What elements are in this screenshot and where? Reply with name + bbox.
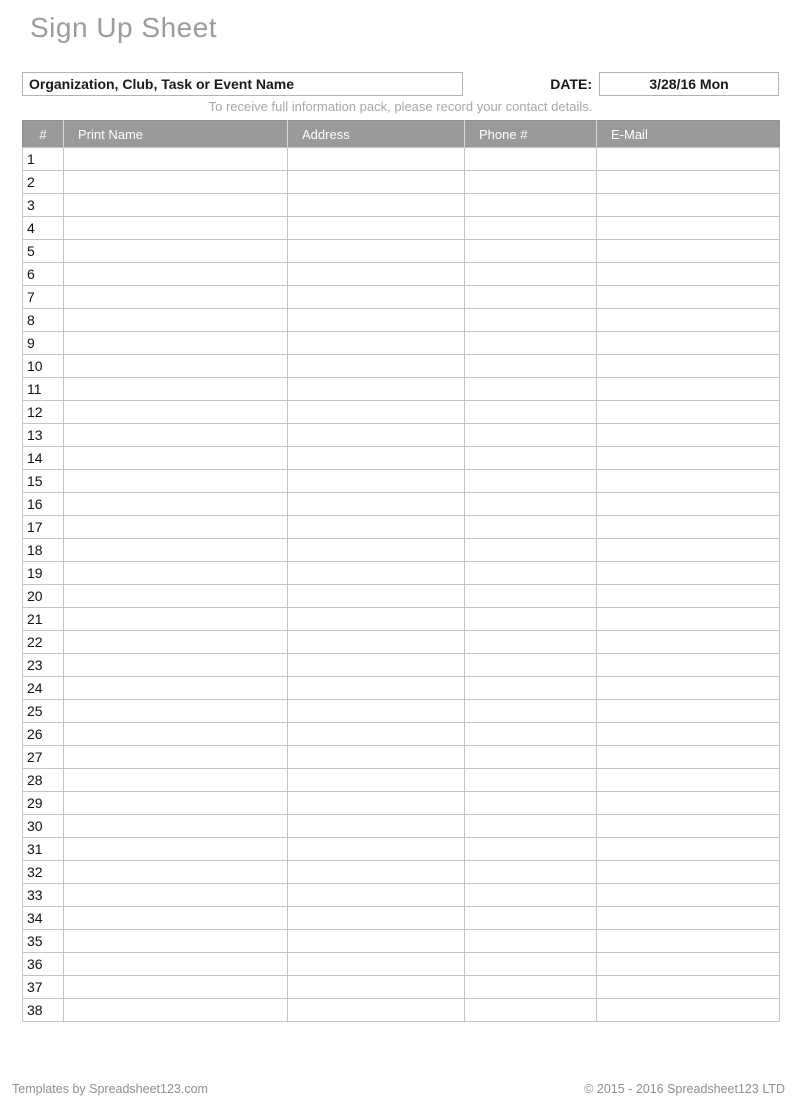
table-row bbox=[23, 470, 780, 493]
entry-cell-print-name[interactable] bbox=[64, 838, 288, 861]
row-number-cell: 8 bbox=[23, 309, 64, 332]
entry-cell-phone[interactable] bbox=[465, 286, 597, 309]
entry-cell-address[interactable] bbox=[288, 447, 465, 470]
entry-cell-phone[interactable] bbox=[465, 907, 597, 930]
row-number-cell: 25 bbox=[23, 700, 64, 723]
entry-cell-print-name[interactable] bbox=[64, 378, 288, 401]
table-row bbox=[23, 999, 780, 1022]
row-number-cell: 5 bbox=[23, 240, 64, 263]
table-row bbox=[23, 746, 780, 769]
entry-cell-e-mail[interactable] bbox=[597, 355, 780, 378]
table-row bbox=[23, 493, 780, 516]
entry-cell-print-name[interactable] bbox=[64, 608, 288, 631]
entry-cell-address[interactable] bbox=[288, 424, 465, 447]
entry-cell-print-name[interactable] bbox=[64, 447, 288, 470]
signup-table bbox=[22, 120, 780, 1022]
entry-cell-print-name[interactable] bbox=[64, 631, 288, 654]
signup-table-header bbox=[23, 121, 780, 148]
entry-cell-print-name[interactable] bbox=[64, 516, 288, 539]
table-row bbox=[23, 953, 780, 976]
entry-cell-print-name[interactable] bbox=[64, 884, 288, 907]
row-number-cell: 9 bbox=[23, 332, 64, 355]
table-row bbox=[23, 631, 780, 654]
row-number-cell: 20 bbox=[23, 585, 64, 608]
entry-cell-phone[interactable] bbox=[465, 792, 597, 815]
entry-cell-address[interactable] bbox=[288, 401, 465, 424]
entry-cell-e-mail[interactable] bbox=[597, 286, 780, 309]
entry-cell-address[interactable] bbox=[288, 516, 465, 539]
entry-cell-phone[interactable] bbox=[465, 677, 597, 700]
row-number-cell: 12 bbox=[23, 401, 64, 424]
entry-cell-e-mail[interactable] bbox=[597, 677, 780, 700]
entry-cell-address[interactable] bbox=[288, 723, 465, 746]
entry-cell-e-mail[interactable] bbox=[597, 240, 780, 263]
entry-cell-e-mail[interactable] bbox=[597, 309, 780, 332]
entry-cell-phone[interactable] bbox=[465, 723, 597, 746]
entry-cell-phone[interactable] bbox=[465, 953, 597, 976]
row-number-cell: 26 bbox=[23, 723, 64, 746]
row-number-cell: 38 bbox=[23, 999, 64, 1022]
table-row bbox=[23, 539, 780, 562]
entry-cell-e-mail[interactable] bbox=[597, 171, 780, 194]
row-number-cell: 2 bbox=[23, 171, 64, 194]
entry-cell-e-mail[interactable] bbox=[597, 263, 780, 286]
table-row bbox=[23, 700, 780, 723]
entry-cell-e-mail[interactable] bbox=[597, 838, 780, 861]
entry-cell-phone[interactable] bbox=[465, 930, 597, 953]
entry-cell-phone[interactable] bbox=[465, 378, 597, 401]
row-number-cell: 22 bbox=[23, 631, 64, 654]
entry-cell-print-name[interactable] bbox=[64, 792, 288, 815]
table-row bbox=[23, 516, 780, 539]
entry-cell-print-name[interactable] bbox=[64, 148, 288, 171]
entry-cell-phone[interactable] bbox=[465, 263, 597, 286]
table-row bbox=[23, 930, 780, 953]
row-number-cell: 36 bbox=[23, 953, 64, 976]
entry-cell-e-mail[interactable] bbox=[597, 723, 780, 746]
entry-cell-e-mail[interactable] bbox=[597, 631, 780, 654]
column-header-number: # bbox=[23, 121, 64, 148]
entry-cell-print-name[interactable] bbox=[64, 930, 288, 953]
entry-cell-address[interactable] bbox=[288, 332, 465, 355]
entry-cell-address[interactable] bbox=[288, 884, 465, 907]
entry-cell-e-mail[interactable] bbox=[597, 999, 780, 1022]
entry-cell-print-name[interactable] bbox=[64, 240, 288, 263]
row-number-cell: 32 bbox=[23, 861, 64, 884]
entry-cell-phone[interactable] bbox=[465, 976, 597, 999]
table-row bbox=[23, 677, 780, 700]
table-row bbox=[23, 562, 780, 585]
instruction-text: To receive full information pack, please record your contact details. bbox=[208, 99, 593, 114]
table-row bbox=[23, 309, 780, 332]
entry-cell-phone[interactable] bbox=[465, 401, 597, 424]
entry-cell-address[interactable] bbox=[288, 562, 465, 585]
entry-cell-e-mail[interactable] bbox=[597, 815, 780, 838]
row-number-cell: 23 bbox=[23, 654, 64, 677]
entry-cell-address[interactable] bbox=[288, 861, 465, 884]
entry-cell-e-mail[interactable] bbox=[597, 769, 780, 792]
row-number-cell: 17 bbox=[23, 516, 64, 539]
entry-cell-address[interactable] bbox=[288, 378, 465, 401]
entry-cell-print-name[interactable] bbox=[64, 470, 288, 493]
row-number-cell: 3 bbox=[23, 194, 64, 217]
entry-cell-address[interactable] bbox=[288, 286, 465, 309]
entry-cell-e-mail[interactable] bbox=[597, 148, 780, 171]
entry-cell-e-mail[interactable] bbox=[597, 976, 780, 999]
row-number-cell: 1 bbox=[23, 148, 64, 171]
footer-credit-left: Templates by Spreadsheet123.com bbox=[12, 1082, 208, 1096]
entry-cell-print-name[interactable] bbox=[64, 815, 288, 838]
signup-table-body bbox=[23, 148, 780, 1022]
entry-cell-e-mail[interactable] bbox=[597, 401, 780, 424]
entry-cell-e-mail[interactable] bbox=[597, 332, 780, 355]
entry-cell-e-mail[interactable] bbox=[597, 608, 780, 631]
entry-cell-phone[interactable] bbox=[465, 217, 597, 240]
entry-cell-address[interactable] bbox=[288, 976, 465, 999]
entry-cell-print-name[interactable] bbox=[64, 746, 288, 769]
row-number-cell: 30 bbox=[23, 815, 64, 838]
entry-cell-address[interactable] bbox=[288, 815, 465, 838]
entry-cell-phone[interactable] bbox=[465, 654, 597, 677]
table-row bbox=[23, 608, 780, 631]
entry-cell-phone[interactable] bbox=[465, 746, 597, 769]
entry-cell-phone[interactable] bbox=[465, 447, 597, 470]
entry-cell-e-mail[interactable] bbox=[597, 424, 780, 447]
entry-cell-print-name[interactable] bbox=[64, 907, 288, 930]
entry-cell-address[interactable] bbox=[288, 654, 465, 677]
entry-cell-address[interactable] bbox=[288, 539, 465, 562]
entry-cell-phone[interactable] bbox=[465, 539, 597, 562]
entry-cell-phone[interactable] bbox=[465, 838, 597, 861]
row-number-cell: 18 bbox=[23, 539, 64, 562]
entry-cell-address[interactable] bbox=[288, 608, 465, 631]
entry-cell-address[interactable] bbox=[288, 907, 465, 930]
entry-cell-print-name[interactable] bbox=[64, 976, 288, 999]
row-number-cell: 24 bbox=[23, 677, 64, 700]
row-number-cell: 15 bbox=[23, 470, 64, 493]
date-label: DATE: bbox=[550, 76, 592, 92]
table-row bbox=[23, 654, 780, 677]
row-number-cell: 21 bbox=[23, 608, 64, 631]
row-number-cell: 11 bbox=[23, 378, 64, 401]
entry-cell-address[interactable] bbox=[288, 493, 465, 516]
entry-cell-e-mail[interactable] bbox=[597, 562, 780, 585]
row-number-cell: 7 bbox=[23, 286, 64, 309]
table-row bbox=[23, 861, 780, 884]
table-row bbox=[23, 884, 780, 907]
entry-cell-print-name[interactable] bbox=[64, 493, 288, 516]
row-number-cell: 33 bbox=[23, 884, 64, 907]
row-number-cell: 31 bbox=[23, 838, 64, 861]
row-number-cell: 16 bbox=[23, 493, 64, 516]
footer-credit-right: © 2015 - 2016 Spreadsheet123 LTD bbox=[584, 1082, 785, 1096]
column-header-email: E-Mail bbox=[597, 121, 780, 148]
entry-cell-print-name[interactable] bbox=[64, 171, 288, 194]
entry-cell-e-mail[interactable] bbox=[597, 493, 780, 516]
entry-cell-print-name[interactable] bbox=[64, 562, 288, 585]
entry-cell-e-mail[interactable] bbox=[597, 953, 780, 976]
table-row bbox=[23, 171, 780, 194]
entry-cell-phone[interactable] bbox=[465, 815, 597, 838]
entry-cell-phone[interactable] bbox=[465, 148, 597, 171]
entry-cell-phone[interactable] bbox=[465, 999, 597, 1022]
table-row bbox=[23, 976, 780, 999]
table-row bbox=[23, 447, 780, 470]
table-row bbox=[23, 378, 780, 401]
table-row bbox=[23, 355, 780, 378]
entry-cell-address[interactable] bbox=[288, 470, 465, 493]
page-footer bbox=[0, 1082, 800, 1096]
entry-cell-e-mail[interactable] bbox=[597, 217, 780, 240]
date-field[interactable]: 3/28/16 Mon bbox=[599, 72, 779, 96]
row-number-cell: 34 bbox=[23, 907, 64, 930]
entry-cell-print-name[interactable] bbox=[64, 355, 288, 378]
entry-cell-e-mail[interactable] bbox=[597, 378, 780, 401]
table-row bbox=[23, 769, 780, 792]
entry-cell-phone[interactable] bbox=[465, 240, 597, 263]
row-number-cell: 10 bbox=[23, 355, 64, 378]
entry-cell-print-name[interactable] bbox=[64, 585, 288, 608]
entry-cell-print-name[interactable] bbox=[64, 861, 288, 884]
entry-cell-print-name[interactable] bbox=[64, 677, 288, 700]
date-section bbox=[550, 72, 779, 96]
entry-cell-print-name[interactable] bbox=[64, 539, 288, 562]
entry-cell-phone[interactable] bbox=[465, 861, 597, 884]
entry-cell-e-mail[interactable] bbox=[597, 884, 780, 907]
entry-cell-address[interactable] bbox=[288, 999, 465, 1022]
entry-cell-phone[interactable] bbox=[465, 309, 597, 332]
entry-cell-phone[interactable] bbox=[465, 700, 597, 723]
entry-cell-phone[interactable] bbox=[465, 516, 597, 539]
entry-cell-address[interactable] bbox=[288, 171, 465, 194]
entry-cell-e-mail[interactable] bbox=[597, 654, 780, 677]
organization-name-field[interactable]: Organization, Club, Task or Event Name bbox=[22, 72, 463, 96]
entry-cell-print-name[interactable] bbox=[64, 263, 288, 286]
entry-cell-address[interactable] bbox=[288, 240, 465, 263]
table-row bbox=[23, 148, 780, 171]
row-number-cell: 13 bbox=[23, 424, 64, 447]
entry-cell-print-name[interactable] bbox=[64, 723, 288, 746]
entry-cell-print-name[interactable] bbox=[64, 953, 288, 976]
entry-cell-e-mail[interactable] bbox=[597, 700, 780, 723]
entry-cell-address[interactable] bbox=[288, 953, 465, 976]
entry-cell-phone[interactable] bbox=[465, 355, 597, 378]
entry-cell-address[interactable] bbox=[288, 838, 465, 861]
table-row bbox=[23, 585, 780, 608]
entry-cell-print-name[interactable] bbox=[64, 401, 288, 424]
table-row bbox=[23, 263, 780, 286]
entry-cell-print-name[interactable] bbox=[64, 654, 288, 677]
entry-cell-phone[interactable] bbox=[465, 171, 597, 194]
entry-cell-print-name[interactable] bbox=[64, 769, 288, 792]
entry-cell-address[interactable] bbox=[288, 677, 465, 700]
entry-cell-print-name[interactable] bbox=[64, 286, 288, 309]
entry-cell-print-name[interactable] bbox=[64, 332, 288, 355]
entry-cell-e-mail[interactable] bbox=[597, 746, 780, 769]
row-number-cell: 29 bbox=[23, 792, 64, 815]
entry-cell-print-name[interactable] bbox=[64, 194, 288, 217]
entry-cell-address[interactable] bbox=[288, 930, 465, 953]
table-row bbox=[23, 792, 780, 815]
row-number-cell: 4 bbox=[23, 217, 64, 240]
entry-cell-e-mail[interactable] bbox=[597, 539, 780, 562]
row-number-cell: 37 bbox=[23, 976, 64, 999]
entry-cell-e-mail[interactable] bbox=[597, 585, 780, 608]
entry-cell-print-name[interactable] bbox=[64, 700, 288, 723]
page-title: Sign Up Sheet bbox=[30, 12, 218, 43]
entry-cell-address[interactable] bbox=[288, 148, 465, 171]
row-number-cell: 6 bbox=[23, 263, 64, 286]
entry-cell-address[interactable] bbox=[288, 769, 465, 792]
entry-cell-phone[interactable] bbox=[465, 562, 597, 585]
entry-cell-print-name[interactable] bbox=[64, 309, 288, 332]
entry-cell-print-name[interactable] bbox=[64, 217, 288, 240]
entry-cell-phone[interactable] bbox=[465, 769, 597, 792]
entry-cell-address[interactable] bbox=[288, 217, 465, 240]
entry-cell-phone[interactable] bbox=[465, 194, 597, 217]
table-row bbox=[23, 838, 780, 861]
entry-cell-phone[interactable] bbox=[465, 470, 597, 493]
entry-cell-address[interactable] bbox=[288, 585, 465, 608]
entry-cell-phone[interactable] bbox=[465, 332, 597, 355]
entry-cell-phone[interactable] bbox=[465, 631, 597, 654]
table-row bbox=[23, 723, 780, 746]
column-header-phone: Phone # bbox=[465, 121, 597, 148]
entry-cell-address[interactable] bbox=[288, 309, 465, 332]
table-row bbox=[23, 217, 780, 240]
entry-cell-address[interactable] bbox=[288, 792, 465, 815]
row-number-cell: 28 bbox=[23, 769, 64, 792]
entry-cell-e-mail[interactable] bbox=[597, 516, 780, 539]
entry-cell-e-mail[interactable] bbox=[597, 792, 780, 815]
entry-cell-print-name[interactable] bbox=[64, 424, 288, 447]
table-row bbox=[23, 401, 780, 424]
entry-cell-e-mail[interactable] bbox=[597, 907, 780, 930]
entry-cell-e-mail[interactable] bbox=[597, 930, 780, 953]
table-row bbox=[23, 286, 780, 309]
table-row bbox=[23, 907, 780, 930]
row-number-cell: 19 bbox=[23, 562, 64, 585]
entry-cell-print-name[interactable] bbox=[64, 999, 288, 1022]
entry-cell-address[interactable] bbox=[288, 700, 465, 723]
entry-cell-e-mail[interactable] bbox=[597, 861, 780, 884]
entry-cell-phone[interactable] bbox=[465, 585, 597, 608]
table-row bbox=[23, 240, 780, 263]
entry-cell-address[interactable] bbox=[288, 355, 465, 378]
entry-cell-e-mail[interactable] bbox=[597, 470, 780, 493]
column-header-print-name: Print Name bbox=[64, 121, 288, 148]
entry-cell-address[interactable] bbox=[288, 194, 465, 217]
header-row bbox=[23, 121, 780, 148]
row-number-cell: 27 bbox=[23, 746, 64, 769]
entry-cell-e-mail[interactable] bbox=[597, 194, 780, 217]
table-row bbox=[23, 194, 780, 217]
entry-cell-address[interactable] bbox=[288, 746, 465, 769]
entry-cell-phone[interactable] bbox=[465, 424, 597, 447]
row-number-cell: 14 bbox=[23, 447, 64, 470]
entry-cell-e-mail[interactable] bbox=[597, 447, 780, 470]
entry-cell-phone[interactable] bbox=[465, 608, 597, 631]
table-row bbox=[23, 815, 780, 838]
row-number-cell: 35 bbox=[23, 930, 64, 953]
table-row bbox=[23, 332, 780, 355]
table-row bbox=[23, 424, 780, 447]
entry-cell-phone[interactable] bbox=[465, 884, 597, 907]
entry-cell-address[interactable] bbox=[288, 263, 465, 286]
entry-cell-address[interactable] bbox=[288, 631, 465, 654]
column-header-address: Address bbox=[288, 121, 465, 148]
entry-cell-phone[interactable] bbox=[465, 493, 597, 516]
